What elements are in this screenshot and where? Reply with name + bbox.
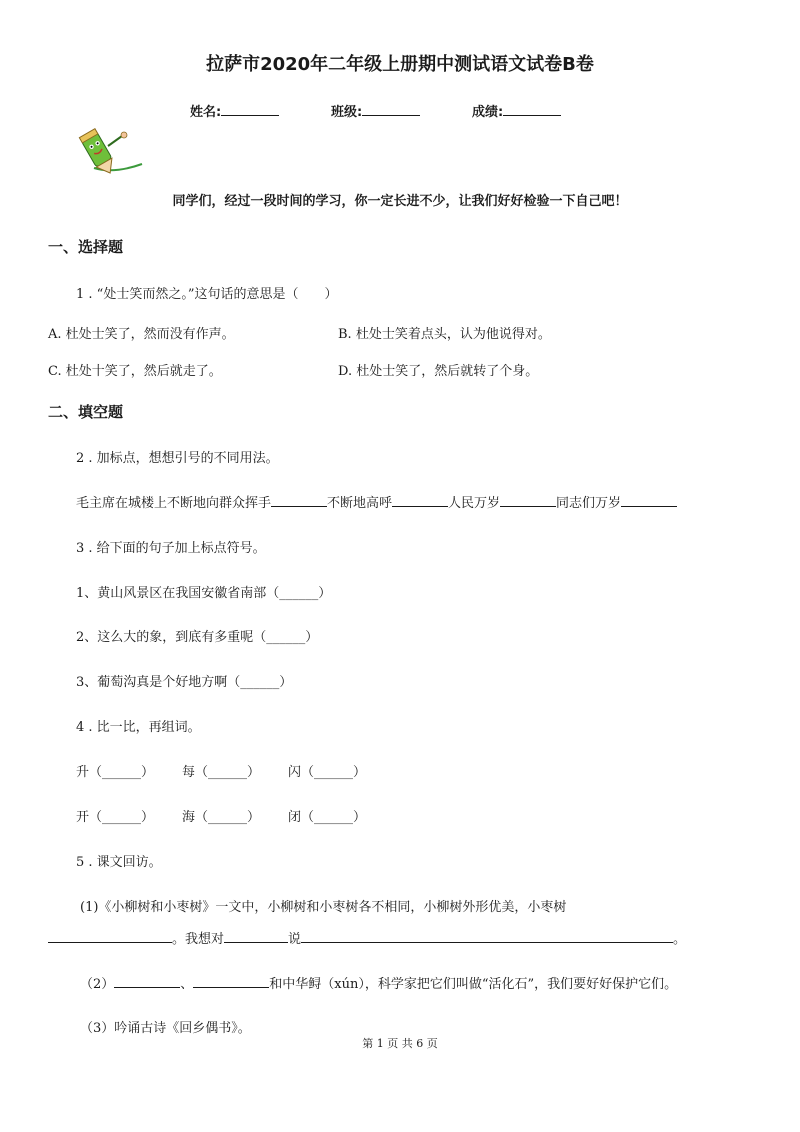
q5-blank-3[interactable] [301, 930, 673, 943]
question-1-option-c[interactable]: C. 杜处十笑了，然后就走了。 [48, 364, 222, 379]
section-fill-heading: 二、填空题 [48, 403, 124, 421]
question-1-option-a[interactable]: A. 杜处士笑了，然而没有作声。 [48, 327, 235, 342]
q4-word-5[interactable]: 海（______） [182, 810, 261, 825]
q5-part-2-label: （2） [80, 977, 115, 992]
greeting-text: 同学们，经过一段时间的学习，你一定长进不少，让我们好好检验一下自己吧！ [172, 194, 628, 209]
name-blank[interactable] [221, 103, 279, 116]
question-3-item-3[interactable]: 3、葡萄沟真是个好地方啊（______） [76, 675, 293, 690]
q4-word-2[interactable]: 每（______） [182, 765, 261, 780]
question-1-option-b[interactable]: B. 杜处士笑着点头，认为他说得对。 [338, 327, 551, 342]
q2-part-1: 毛主席在城楼上不断地向群众挥手 [76, 496, 272, 511]
q5-text-1: 。我想对 [172, 932, 225, 947]
pencil-mascot-icon [74, 124, 146, 180]
score-blank[interactable] [503, 103, 561, 116]
name-label: 姓名: [190, 105, 222, 120]
question-1-stem: 1 . “处士笑而然之。”这句话的意思是（ ） [76, 287, 338, 302]
name-field[interactable] [190, 101, 279, 120]
q4-word-3[interactable]: 闪（______） [288, 765, 367, 780]
q4-word-1[interactable]: 升（______） [76, 765, 155, 780]
q5-blank-1[interactable] [48, 930, 172, 943]
score-field[interactable] [472, 101, 561, 120]
question-3-item-2[interactable]: 2、这么大的象，到底有多重呢（______） [76, 630, 319, 645]
q4-word-6[interactable]: 闭（______） [288, 810, 367, 825]
q2-part-2: 不断地高呼 [327, 496, 393, 511]
section-choice-heading: 一、选择题 [48, 238, 124, 256]
class-label: 班级: [331, 105, 363, 120]
q2-blank-2[interactable] [392, 494, 448, 507]
q5-blank-2[interactable] [224, 930, 288, 943]
q5-part-3: （3）吟诵古诗《回乡偶书》。 [80, 1021, 251, 1036]
q5-text-2: 说 [288, 932, 302, 947]
q2-blank-1[interactable] [271, 494, 327, 507]
q4-word-4[interactable]: 开（______） [76, 810, 155, 825]
q5-text-3: 。 [673, 932, 687, 947]
page-footer: 第 1 页 共 6 页 [362, 1037, 438, 1050]
class-blank[interactable] [362, 103, 420, 116]
score-label: 成绩: [472, 105, 504, 120]
question-4-stem: 4 . 比一比，再组词。 [76, 720, 201, 735]
q2-part-4: 同志们万岁 [556, 496, 622, 511]
question-3-item-1[interactable]: 1、黄山风景区在我国安徽省南部（______） [76, 586, 332, 601]
q5-part-2-rest: 和中华鲟（xún），科学家把它们叫做“活化石”，我们要好好保护它们。 [269, 977, 678, 992]
q2-blank-3[interactable] [500, 494, 556, 507]
q5-blank-4[interactable] [114, 975, 180, 988]
question-1-option-d[interactable]: D. 杜处士笑了，然后就转了个身。 [338, 364, 539, 379]
page-title: 拉萨市2020年二年级上册期中测试语文试卷B卷 [206, 54, 594, 75]
q5-blank-5[interactable] [193, 975, 269, 988]
q5-part-1-line-1: (1)《小柳树和小枣树》一文中，小柳树和小枣树各不相同，小柳树外形优美，小枣树 [80, 900, 567, 915]
class-field[interactable] [331, 101, 420, 120]
question-2-stem: 2 . 加标点，想想引号的不同用法。 [76, 451, 279, 466]
question-5-stem: 5 . 课文回访。 [76, 855, 162, 870]
q5-part-1-line-2 [48, 928, 686, 947]
question-2-sentence [76, 492, 677, 511]
q5-part-2-sep: 、 [180, 977, 194, 992]
q2-part-3: 人民万岁 [448, 496, 501, 511]
q5-part-2 [80, 973, 677, 992]
question-3-stem: 3 . 给下面的句子加上标点符号。 [76, 541, 266, 556]
q2-blank-4[interactable] [621, 494, 677, 507]
